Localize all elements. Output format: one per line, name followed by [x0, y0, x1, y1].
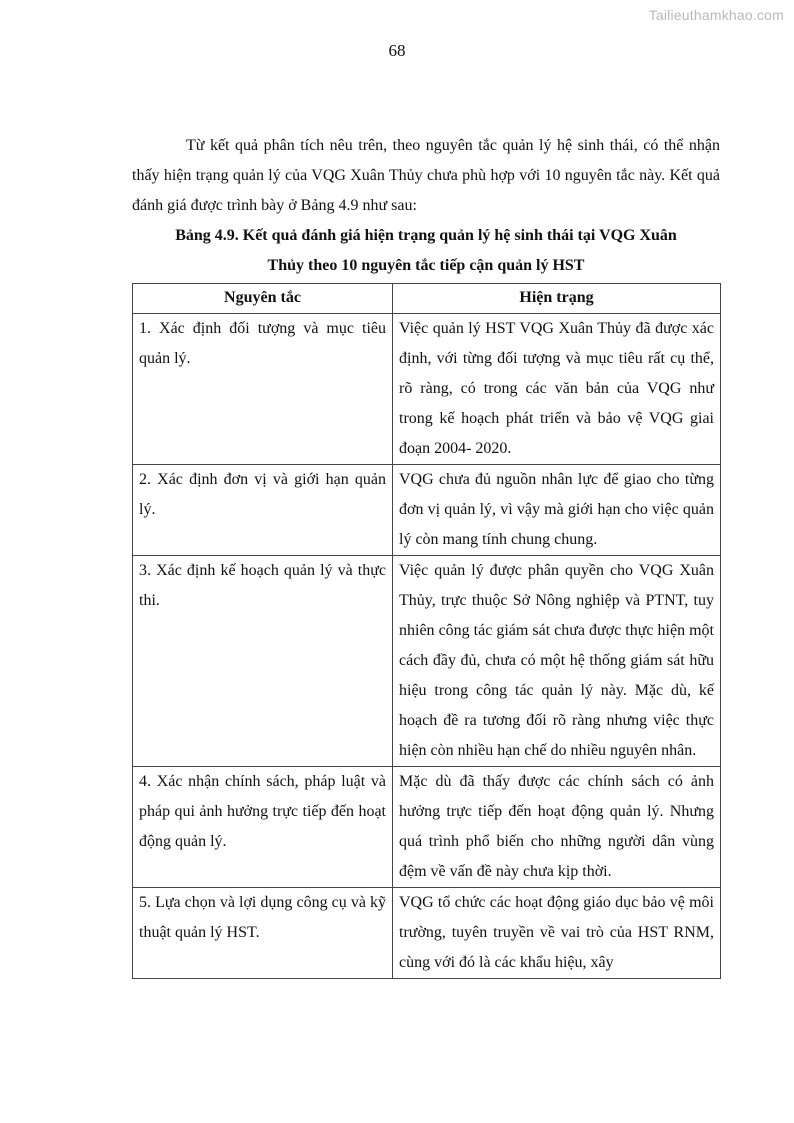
table-caption-line-2: Thủy theo 10 nguyên tắc tiếp cận quản lý HST: [267, 257, 585, 274]
principle-cell: 1. Xác định đối tượng và mục tiêu quản lý.: [133, 314, 393, 465]
principle-cell: 3. Xác định kế hoạch quản lý và thực thi.: [133, 556, 393, 767]
table-row: [133, 888, 721, 979]
header-status: Hiện trạng: [393, 284, 721, 314]
evaluation-table: [132, 283, 721, 979]
table-caption: [132, 221, 720, 281]
principle-cell: 5. Lựa chọn và lợi dụng công cụ và kỹ thuật quản lý HST.: [133, 888, 393, 979]
status-cell: Việc quản lý HST VQG Xuân Thủy đã được xác định, với từng đối tượng và mục tiêu rất cụ thể, rõ ràng, có trong các văn bản của VQG như trong kế hoạch phát triển và bảo vệ VQG giai đoạn 2004- 2020.: [393, 314, 721, 465]
table-header-row: [133, 284, 721, 314]
principle-cell: 4. Xác nhận chính sách, pháp luật và pháp qui ảnh hưởng trực tiếp đến hoạt động quản lý.: [133, 767, 393, 888]
table-row: [133, 314, 721, 465]
page-number: 68: [388, 41, 406, 60]
principle-cell: 2. Xác định đơn vị và giới hạn quản lý.: [133, 465, 393, 556]
status-cell: Mặc dù đã thấy được các chính sách có ảnh hưởng trực tiếp đến hoạt động quản lý. Nhưng quá trình phổ biến cho những người dân vùng đệm về vấn đề này chưa kịp thời.: [393, 767, 721, 888]
watermark: Tailieuthamkhao.com: [648, 7, 784, 23]
table-row: [133, 465, 721, 556]
status-cell: Việc quản lý được phân quyền cho VQG Xuân Thủy, trực thuộc Sở Nông nghiệp và PTNT, tuy nhiên công tác giám sát chưa được thực hiện một cách đầy đủ, chưa có một hệ thống giám sát hữu hiệu trong công tác quản lý này. Mặc dù, kế hoạch đề ra tương đối rõ ràng nhưng việc thực hiện còn nhiều hạn chế do nhiều nguyên nhân.: [393, 556, 721, 767]
table-row: [133, 767, 721, 888]
status-cell: VQG tổ chức các hoạt động giáo dục bảo vệ môi trường, tuyên truyền về vai trò của HST RNM, cùng với đó là các khẩu hiệu, xây: [393, 888, 721, 979]
intro-paragraph: Từ kết quả phân tích nêu trên, theo nguyên tắc quản lý hệ sinh thái, có thể nhận thấy hiện trạng quản lý của VQG Xuân Thủy chưa phù hợp với 10 nguyên tắc này. Kết quả đánh giá được trình bày ở Bảng 4.9 như sau:: [132, 137, 720, 214]
table-caption-line-1: Bảng 4.9. Kết quả đánh giá hiện trạng quản lý hệ sinh thái tại VQG Xuân: [175, 227, 677, 244]
status-cell: VQG chưa đủ nguồn nhân lực để giao cho từng đơn vị quản lý, vì vậy mà giới hạn cho việc quản lý còn mang tính chung chung.: [393, 465, 721, 556]
header-principle: Nguyên tắc: [133, 284, 393, 314]
table-row: [133, 556, 721, 767]
